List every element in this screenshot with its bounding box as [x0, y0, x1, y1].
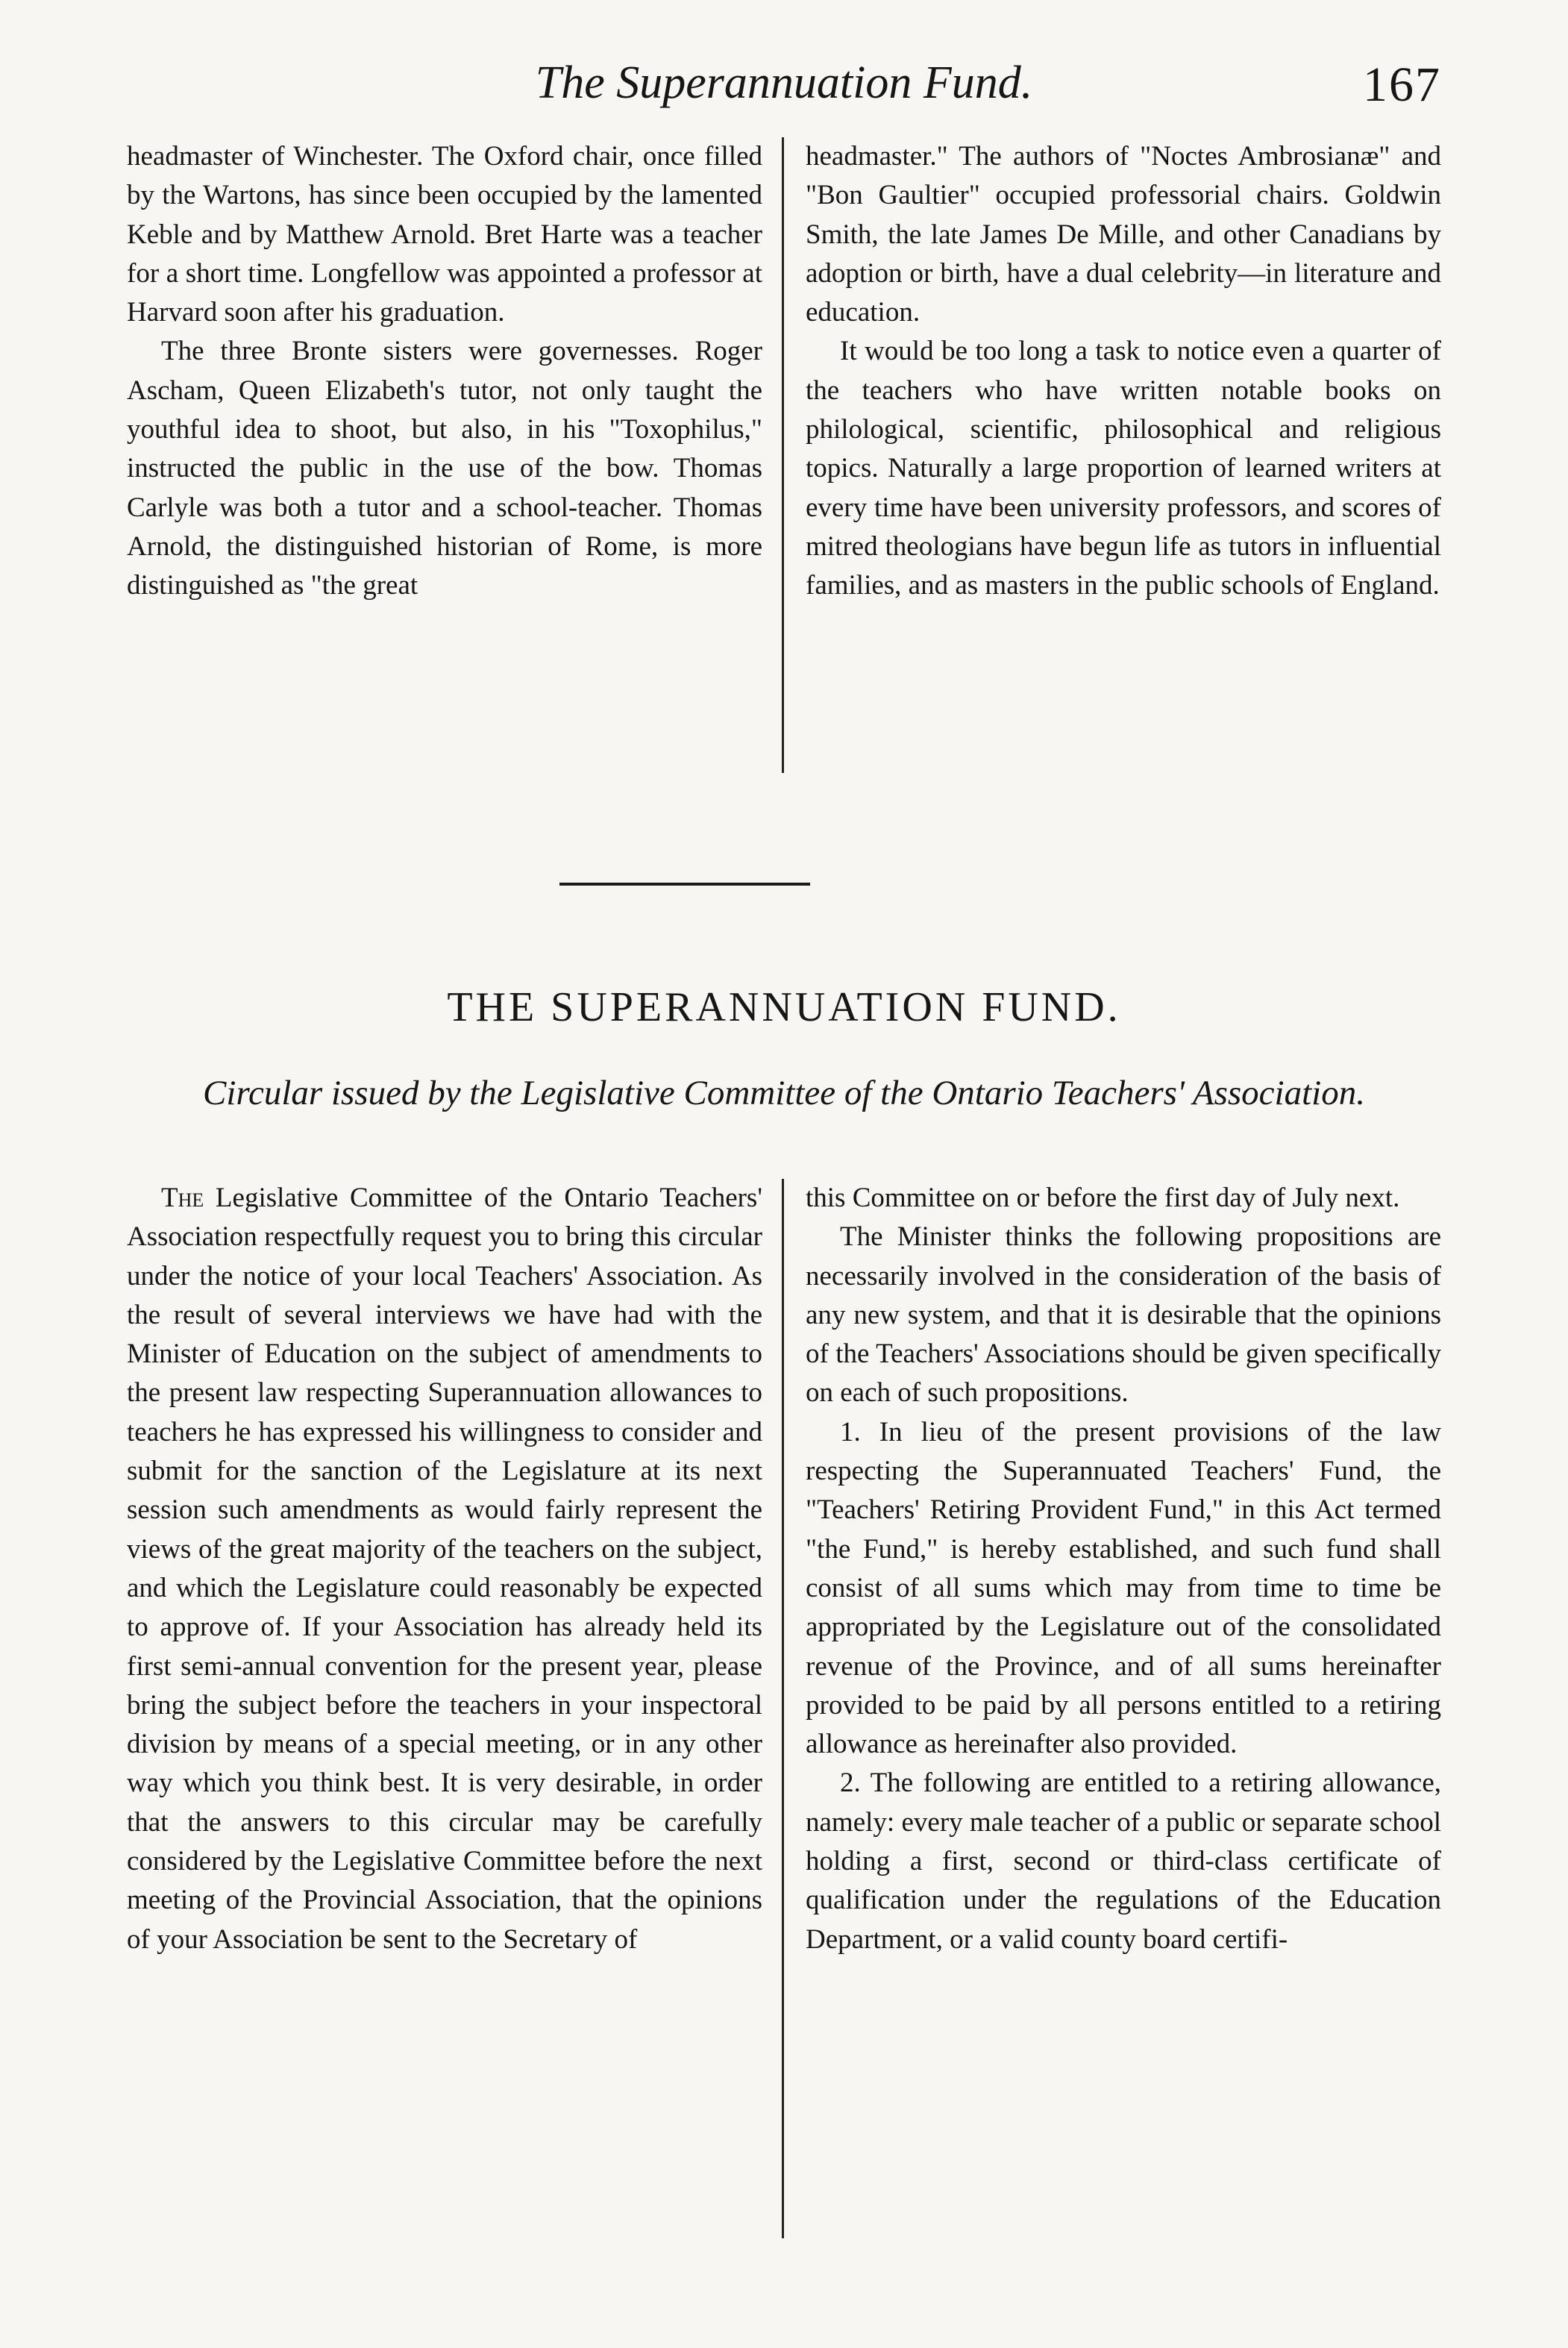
paragraph [127, 1179, 762, 1959]
paragraph: It would be too long a task to notice even a quarter of the teachers who have written notable books on philological, scientific, philosophical and religious topics. Naturally a large proportion of learned writers at every time have been university professors, and scores of mitred theologians have begun life as tutors in influential families, and as masters in the public schools of England. [806, 336, 1441, 601]
running-head [127, 48, 1441, 130]
column-divider [782, 137, 784, 773]
running-title: The Superannuation Fund. [535, 57, 1033, 108]
section-divider [559, 883, 810, 886]
column-divider [782, 1179, 784, 2238]
paragraph: The three Bronte sisters were governesses. Roger Ascham, Queen Elizabeth's tutor, not only taught the youthful idea to shoot, but also, in his "Toxophilus," instructed the public in the use of the bow. Thomas Carlyle was both a tutor and a school-teacher. Thomas Arnold, the distinguished historian of Rome, is more distinguished as "the great [127, 336, 762, 601]
article-columns [127, 1179, 1441, 2238]
previous-article-columns [127, 137, 1441, 773]
article-title: THE SUPERANNUATION FUND. [447, 984, 1121, 1030]
previous-article-right-column [806, 137, 1441, 606]
paragraph: The Minister thinks the following propositions are necessarily involved in the consideration of the basis of any new system, and that it is desirable that the opinions of the Teachers' Associations should be given specifically on each of such propositions. [806, 1221, 1441, 1409]
page-number: 167 [1363, 57, 1441, 112]
paragraph: 1. In lieu of the present provisions of the law respecting the Superannuated Teachers' Fund, the "Teachers' Retiring Provident Fund," in this Act termed "the Fund," is hereby established, and such fund shall consist of all sums which may from time to time be appropriated by the Legislature out of the consolidated revenue of the Province, and of all sums hereinafter provided to be paid by all persons entitled to a retiring allowance as hereinafter also provided. [806, 1416, 1441, 1760]
lead-word: The [161, 1183, 204, 1213]
article-right-column [806, 1179, 1441, 1959]
article-subtitle: Circular issued by the Legislative Committee of the Ontario Teachers' Association. [203, 1074, 1365, 1112]
paragraph: 2. The following are entitled to a retiring allowance, namely: every male teacher of a public or separate school holding a first, second or third-class certificate of qualification under the regulations of the Education Department, or a valid county board certifi- [806, 1768, 1441, 1955]
paragraph: headmaster." The authors of "Noctes Ambrosianæ" and "Bon Gaultier" occupied professorial chairs. Goldwin Smith, the late James De Mille, and other Canadians by adoption or birth, have a dual celebrity—in literature and education. [806, 141, 1441, 328]
article-left-column [127, 1179, 762, 1959]
paragraph-text: Legislative Committee of the Ontario Teachers' Association respectfully request you to bring this circular under the notice of your local Teachers' Association. As the result of several interviews we have had with the Minister of Education on the subject of amendments to the present law respecting Superannuation allowances to teachers he has expressed his willingness to consider and submit for the sanction of the Legislature at its next session such amendments as would fairly represent the views of the great majority of the teachers on the subject, and which the Legislature could reasonably be expected to approve of. If your Association has already held its first semi-annual convention for the present year, please bring the subject before the teachers in your inspectoral division by means of a special meeting, or in any other way which you think best. It is very desirable, in order that the answers to this circular may be carefully considered by the Legislative Committee before the next meeting of the Provincial Association, that the opinions of your Association be sent to the Secretary of [127, 1183, 762, 1955]
paragraph: this Committee on or before the first day of July next. [806, 1183, 1400, 1213]
previous-article-left-column [127, 137, 762, 606]
paragraph: headmaster of Winchester. The Oxford chair, once filled by the Wartons, has since been occupied by the lamented Keble and by Matthew Arnold. Bret Harte was a teacher for a short time. Longfellow was appointed a professor at Harvard soon after his graduation. [127, 141, 762, 328]
